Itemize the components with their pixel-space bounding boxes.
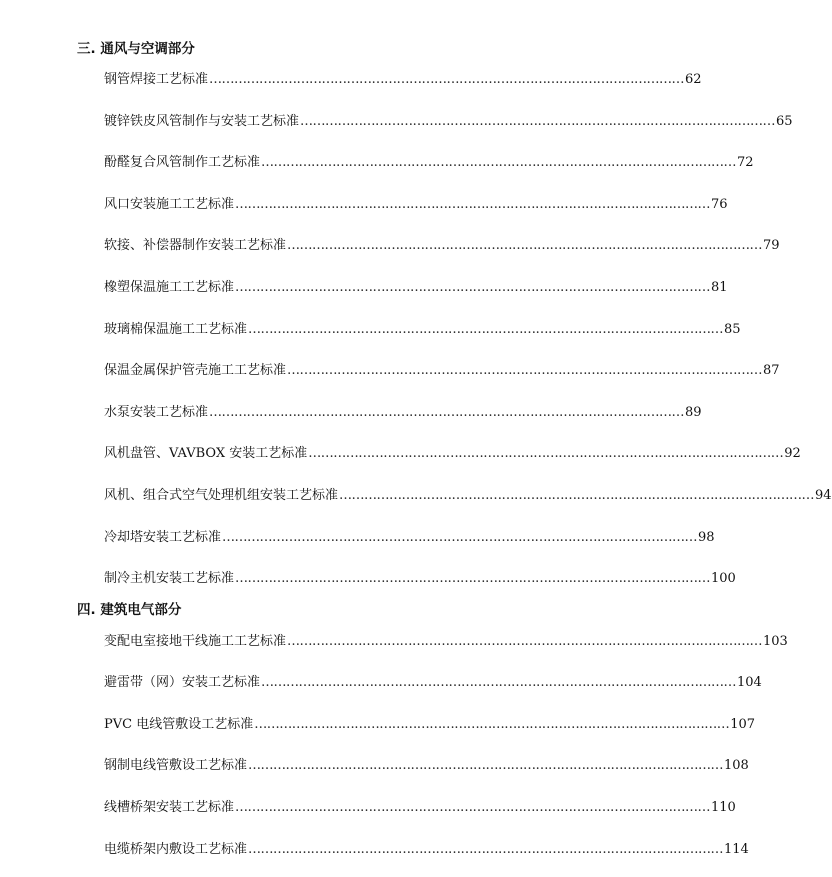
toc-entry-page: 81 <box>711 280 728 295</box>
toc-entry-title: 钢管焊接工艺标准 <box>104 72 209 87</box>
toc-entry-title: 风机、组合式空气处理机组安装工艺标准 <box>104 488 339 503</box>
toc-entry-page: 107 <box>730 717 756 732</box>
section-heading-hvac: 三. 通风与空调部分 <box>77 41 195 57</box>
toc-entry-title: 保温金属保护管壳施工工艺标准 <box>104 363 287 378</box>
toc-entry[interactable] <box>104 674 762 692</box>
toc-entry[interactable] <box>104 71 702 89</box>
toc-entry-title: 钢制电线管敷设工艺标准 <box>104 758 248 773</box>
toc-entry-page: 104 <box>737 675 762 690</box>
toc-leader-dots: …………………………………………………………………………………………………… <box>287 238 763 253</box>
toc-leader-dots: …………………………………………………………………………………………………… <box>235 280 711 295</box>
toc-leader-dots: …………………………………………………………………………………………………… <box>248 842 724 857</box>
toc-leader-dots: …………………………………………………………………………………………………… <box>261 675 737 690</box>
toc-entry[interactable] <box>104 279 728 297</box>
toc-leader-dots: …………………………………………………………………………………………………… <box>261 155 737 170</box>
toc-entry[interactable] <box>104 799 736 817</box>
toc-entry[interactable] <box>104 113 793 131</box>
toc-entry-page: 103 <box>763 634 788 649</box>
toc-leader-dots: …………………………………………………………………………………………………… <box>209 405 685 420</box>
toc-entry[interactable] <box>104 633 788 651</box>
toc-leader-dots: …………………………………………………………………………………………………… <box>248 322 724 337</box>
toc-entry-page: 76 <box>711 197 728 212</box>
toc-leader-dots: …………………………………………………………………………………………………… <box>339 488 815 503</box>
toc-entry-title: 玻璃棉保温施工工艺标准 <box>104 322 248 337</box>
toc-entry-title: 冷却塔安装工艺标准 <box>104 530 222 545</box>
toc-leader-dots: …………………………………………………………………………………………………… <box>235 800 711 815</box>
toc-entry-title: 风机盘管、VAVBOX 安装工艺标准 <box>104 446 308 461</box>
toc-entry[interactable] <box>104 487 832 505</box>
toc-entry-page: 62 <box>685 72 702 87</box>
toc-entry[interactable] <box>104 529 715 547</box>
toc-entry[interactable] <box>104 757 749 775</box>
toc-leader-dots: …………………………………………………………………………………………………… <box>248 758 724 773</box>
toc-entry-page: 98 <box>698 530 715 545</box>
toc-entry-page: 89 <box>685 405 702 420</box>
toc-leader-dots: …………………………………………………………………………………………………… <box>235 571 711 586</box>
toc-entry-page: 72 <box>737 155 754 170</box>
toc-leader-dots: …………………………………………………………………………………………………… <box>209 72 685 87</box>
toc-entry-title: PVC 电线管敷设工艺标准 <box>104 717 254 732</box>
toc-leader-dots: …………………………………………………………………………………………………… <box>235 197 711 212</box>
toc-entry[interactable] <box>104 841 749 859</box>
toc-leader-dots: …………………………………………………………………………………………………… <box>287 634 763 649</box>
toc-entry-page: 85 <box>724 322 741 337</box>
toc-entry[interactable] <box>104 154 754 172</box>
toc-entry-title: 制冷主机安装工艺标准 <box>104 571 235 586</box>
toc-leader-dots: …………………………………………………………………………………………………… <box>287 363 763 378</box>
toc-entry-title: 避雷带（网）安装工艺标准 <box>104 675 261 690</box>
toc-entry-title: 水泵安装工艺标准 <box>104 405 209 420</box>
toc-entry-page: 87 <box>763 363 780 378</box>
toc-entry[interactable] <box>104 321 741 339</box>
toc-entry-title: 线槽桥架安装工艺标准 <box>104 800 235 815</box>
toc-leader-dots: …………………………………………………………………………………………………… <box>254 717 730 732</box>
toc-entry-title: 镀锌铁皮风管制作与安装工艺标准 <box>104 114 300 129</box>
toc-entry[interactable] <box>104 716 756 734</box>
toc-entry-title: 风口安装施工工艺标准 <box>104 197 235 212</box>
toc-leader-dots: …………………………………………………………………………………………………… <box>308 446 784 461</box>
toc-entry[interactable] <box>104 404 702 422</box>
toc-entry-page: 108 <box>724 758 749 773</box>
toc-entry-title: 酚醛复合风管制作工艺标准 <box>104 155 261 170</box>
toc-leader-dots: …………………………………………………………………………………………………… <box>300 114 776 129</box>
toc-entry[interactable] <box>104 237 780 255</box>
toc-entry[interactable] <box>104 362 780 380</box>
section-heading-electrical: 四. 建筑电气部分 <box>77 602 182 618</box>
toc-entry-title: 变配电室接地干线施工工艺标准 <box>104 634 287 649</box>
toc-entry-page: 94 <box>815 488 832 503</box>
toc-entry[interactable] <box>104 445 801 463</box>
toc-entry[interactable] <box>104 196 728 214</box>
toc-entry-title: 电缆桥架内敷设工艺标准 <box>104 842 248 857</box>
toc-entry-page: 92 <box>784 446 801 461</box>
toc-entry-page: 110 <box>711 800 736 815</box>
toc-leader-dots: …………………………………………………………………………………………………… <box>222 530 698 545</box>
toc-entry[interactable] <box>104 570 736 588</box>
toc-entry-page: 100 <box>711 571 736 586</box>
toc-entry-page: 114 <box>724 842 749 857</box>
toc-entry-title: 橡塑保温施工工艺标准 <box>104 280 235 295</box>
toc-entry-title: 软接、补偿器制作安装工艺标准 <box>104 238 287 253</box>
toc-entry-page: 79 <box>763 238 780 253</box>
toc-entry-page: 65 <box>776 114 793 129</box>
